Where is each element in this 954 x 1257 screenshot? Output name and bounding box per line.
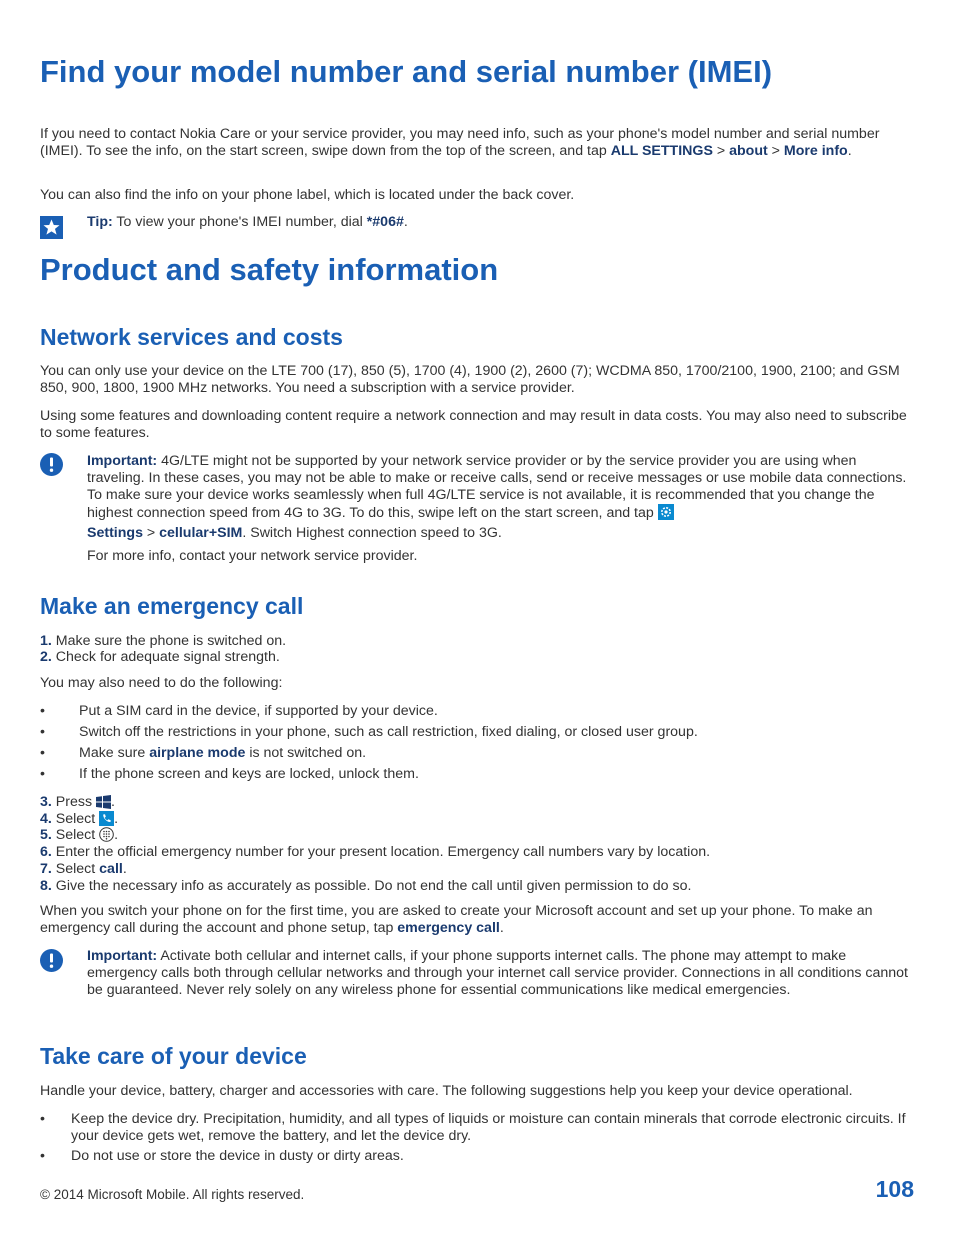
network-important-note: Important: 4G/LTE might not be supported by your network service provider or by the service provider you are using when traveling. In these cases, you may not be able to make or receive calls, send or receive messages or use mobile data connections. To make sure your device works seamlessly when full 4G/LTE service is not available, it is recommended that you change the highest connection speed from 4G to 3G. To do this, swipe left on the start screen, and tap Settings > cellular+SIM. Switch Highest connection speed to 3G. [87, 453, 907, 541]
emergency-title: Make an emergency call [40, 593, 304, 619]
emergency-step-3: 3. Press . [40, 794, 914, 814]
emergency-first-setup: When you switch your phone on for the first time, you are asked to create your Microsoft account and set up your phone. To make an emergency call during the account and phone setup, tap emergency call. [40, 903, 873, 936]
safety-title: Product and safety information [40, 252, 499, 287]
network-paragraph-1: You can only use your device on the LTE 700 (17), 850 (5), 1700 (4), 1900 (2), 2600 (7); WCDMA 850, 1700/2100, 1900, 2100; and GSM 850, 900, 1800, 1900 MHz networks. You need a subscription with a service provider. [40, 363, 900, 396]
settings-icon [658, 504, 674, 525]
care-title: Take care of your device [40, 1043, 307, 1069]
emergency-step-1: 1. Make sure the phone is switched on. [40, 633, 287, 649]
emergency-step-5: 5. Select . [40, 827, 914, 847]
emergency-also: You may also need to do the following: [40, 675, 283, 691]
emergency-important-note: Important: Activate both cellular and internet calls, if your phone supports internet calls. The phone may attempt to make emergency calls both through cellular networks and through your internet call service provider. Connections in all conditions cannot be guaranteed. Never rely solely on any wireless phone for essential communications like medical emergencies. [87, 948, 908, 998]
care-paragraph: Handle your device, battery, charger and accessories with care. The following suggestions help you keep your device operational. [40, 1083, 853, 1099]
important-icon [40, 453, 63, 476]
important-icon [40, 949, 63, 972]
footer-copyright: © 2014 Microsoft Mobile. All rights reserved. [40, 1187, 305, 1202]
star-icon [40, 216, 63, 239]
emergency-step-8: 8. Give the necessary info as accurately as possible. Do not end the call until given permission to do so. [40, 878, 692, 894]
emergency-step-4: 4. Select . [40, 811, 914, 831]
imei-title: Find your model number and serial number (IMEI) [40, 54, 773, 89]
tip-note: Tip: To view your phone's IMEI number, dial *#06#. [87, 214, 408, 230]
page-number: 108 [875, 1176, 914, 1202]
imei-paragraph-1: If you need to contact Nokia Care or your service provider, you may need info, such as your phone's model number and serial number (IMEI). To see the info, on the start screen, swipe down from the top of the screen, and tap ALL SETTINGS > about > More info. [40, 126, 880, 159]
network-more-info: For more info, contact your network service provider. [87, 548, 418, 564]
emergency-step-2: 2. Check for adequate signal strength. [40, 649, 280, 665]
emergency-step-7: 7. Select call. [40, 861, 127, 877]
emergency-step-6: 6. Enter the official emergency number for your present location. Emergency call numbers vary by location. [40, 844, 711, 860]
imei-paragraph-2: You can also find the info on your phone label, which is located under the back cover. [40, 187, 575, 203]
network-title: Network services and costs [40, 324, 343, 350]
network-paragraph-2: Using some features and downloading content require a network connection and may result in data costs. You may also need to subscribe to some features. [40, 408, 907, 441]
